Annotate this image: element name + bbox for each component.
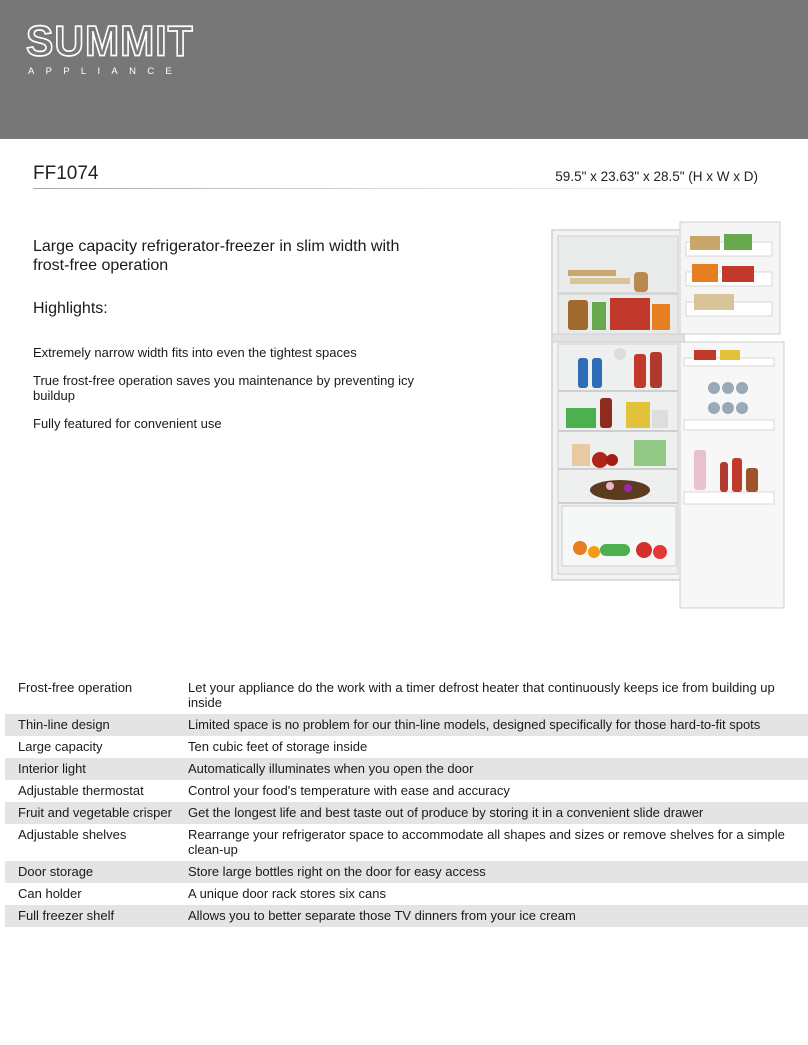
model-number: FF1074 (33, 163, 99, 184)
product-tagline: Large capacity refrigerator-freezer in slim width with frost-free operation (33, 238, 400, 274)
feature-name: Frost-free operation (18, 680, 133, 695)
highlight-item: Fully featured for convenient use (33, 416, 222, 431)
feature-description: Rearrange your refrigerator space to accommodate all shapes and sizes or remove shelves for a simple clean-up (188, 827, 785, 857)
table-row (5, 780, 808, 802)
highlight-item: True frost-free operation saves you maintenance by preventing icy buildup (33, 373, 415, 403)
table-row (5, 736, 808, 758)
feature-name: Full freezer shelf (5, 905, 188, 927)
feature-name: Can holder (18, 886, 82, 901)
product-photo (544, 212, 786, 612)
feature-description: Let your appliance do the work with a timer defrost heater that continuously keeps ice from building up inside (188, 680, 775, 710)
page-header (0, 0, 808, 139)
feature-name: Large capacity (18, 739, 103, 754)
summit-logo (26, 16, 194, 80)
feature-name: Adjustable thermostat (18, 783, 144, 798)
logo-subtitle: APPLIANCE (28, 66, 184, 77)
feature-description: A unique door rack stores six cans (188, 886, 386, 901)
highlight-item: Extremely narrow width fits into even the tightest spaces (33, 345, 357, 360)
table-row (5, 758, 808, 780)
features-table (5, 677, 808, 927)
feature-name: Thin-line design (5, 714, 188, 736)
feature-description: Automatically illuminates when you open the door (188, 758, 808, 780)
feature-description: Limited space is no problem for our thin-line models, designed specifically for those hard-to-fit spots (188, 714, 808, 736)
feature-name: Interior light (5, 758, 188, 780)
feature-description: Control your food's temperature with ease and accuracy (188, 783, 510, 798)
feature-name: Adjustable shelves (18, 827, 127, 842)
table-row (5, 883, 808, 905)
feature-description: Store large bottles right on the door for easy access (188, 861, 808, 883)
table-row (5, 824, 808, 861)
feature-description: Get the longest life and best taste out of produce by storing it in a convenient slide drawer (188, 802, 808, 824)
table-row (5, 677, 808, 714)
logo-wordmark: SUMMIT (26, 16, 194, 66)
table-row (5, 861, 808, 883)
feature-name: Door storage (5, 861, 188, 883)
highlights-list (33, 345, 433, 444)
header-divider (33, 188, 758, 189)
feature-name: Fruit and vegetable crisper (5, 802, 188, 824)
product-dimensions: 59.5" x 23.63" x 28.5" (H x W x D) (555, 169, 758, 184)
table-row (5, 802, 808, 824)
feature-description: Allows you to better separate those TV dinners from your ice cream (188, 905, 808, 927)
highlights-title: Highlights: (33, 300, 108, 317)
feature-description: Ten cubic feet of storage inside (188, 739, 368, 754)
table-row (5, 714, 808, 736)
table-row (5, 905, 808, 927)
